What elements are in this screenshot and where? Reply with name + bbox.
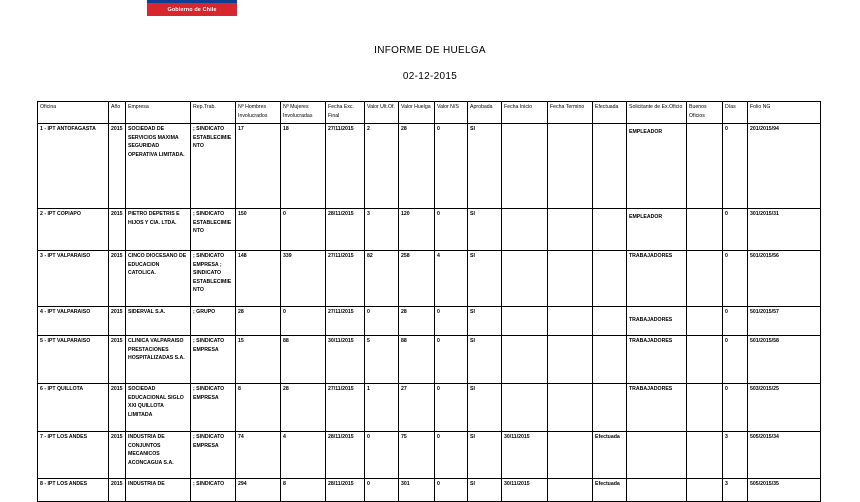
cell-oficina: 5 - IPT VALPARAISO (38, 336, 109, 384)
cell-empresa: CLINICA VALPARAISO PRESTACIONES HOSPITALIZADAS S.A. (126, 336, 191, 384)
cell-valor-ns: 0 (435, 336, 468, 384)
cell-buenos-oficios (687, 336, 723, 384)
cell-dias: 0 (723, 124, 748, 209)
table-row (38, 124, 821, 209)
cell-anio: 2015 (109, 479, 126, 502)
cell-folio: 501/2015/57 (748, 307, 821, 336)
cell-valor-ult: 0 (365, 479, 399, 502)
cell-fecha-termino (548, 432, 593, 479)
cell-buenos-oficios (687, 432, 723, 479)
cell-efectuada: Efectuada (593, 479, 627, 502)
cell-aprobada: SI (468, 432, 502, 479)
cell-folio: 505/2015/35 (748, 479, 821, 502)
cell-solicitante: TRABAJADORES (627, 251, 687, 307)
cell-oficina: 4 - IPT VALPARAISO (38, 307, 109, 336)
cell-empresa: INDUSTRIA DE CONJUNTOS MECANICOS ACONCAGUA S.A. (126, 432, 191, 479)
cell-dias: 3 (723, 479, 748, 502)
cell-valor-huelga: 258 (399, 251, 435, 307)
cell-anio: 2015 (109, 209, 126, 251)
cell-fecha-inicio: 30/11/2015 (502, 479, 548, 502)
table-row (38, 432, 821, 479)
cell-oficina: 6 - IPT QUILLOTA (38, 384, 109, 432)
column-header: Efectuada (593, 102, 627, 124)
cell-valor-huelga: 28 (399, 124, 435, 209)
logo-text: Gobierno de Chile (147, 3, 237, 16)
cell-fecha-inicio (502, 124, 548, 209)
cell-aprobada: SI (468, 209, 502, 251)
cell-efectuada (593, 209, 627, 251)
cell-efectuada (593, 336, 627, 384)
cell-hombres: 8 (236, 384, 281, 432)
cell-anio: 2015 (109, 251, 126, 307)
cell-aprobada: SI (468, 384, 502, 432)
cell-aprobada: SI (468, 251, 502, 307)
cell-mujeres: 8 (281, 479, 326, 502)
cell-valor-ult: 2 (365, 124, 399, 209)
cell-rep-trab: ; SINDICATO ESTABLECIMIENTO (191, 209, 236, 251)
cell-fecha-exc: 27/11/2015 (326, 251, 365, 307)
column-header: Buenos Oficios (687, 102, 723, 124)
cell-rep-trab: ; GRUPO (191, 307, 236, 336)
cell-folio: 501/2015/58 (748, 336, 821, 384)
cell-buenos-oficios (687, 251, 723, 307)
cell-efectuada: Efectuada (593, 432, 627, 479)
cell-hombres: 148 (236, 251, 281, 307)
cell-folio: 201/2015/94 (748, 124, 821, 209)
cell-aprobada: SI (468, 307, 502, 336)
cell-anio: 2015 (109, 432, 126, 479)
column-header: Nº Mujeres Involucradas (281, 102, 326, 124)
cell-efectuada (593, 251, 627, 307)
cell-valor-ns: 0 (435, 479, 468, 502)
cell-mujeres: 18 (281, 124, 326, 209)
cell-solicitante (627, 432, 687, 479)
cell-valor-huelga: 27 (399, 384, 435, 432)
cell-fecha-inicio (502, 209, 548, 251)
cell-buenos-oficios (687, 307, 723, 336)
cell-solicitante: EMPLEADOR (627, 124, 687, 209)
cell-fecha-termino (548, 307, 593, 336)
column-header: Empresa (126, 102, 191, 124)
cell-dias: 0 (723, 307, 748, 336)
cell-mujeres: 88 (281, 336, 326, 384)
cell-dias: 0 (723, 336, 748, 384)
table-row (38, 384, 821, 432)
table-row (38, 209, 821, 251)
cell-valor-ns: 0 (435, 307, 468, 336)
cell-empresa: SIDERVAL S.A. (126, 307, 191, 336)
cell-fecha-exc: 27/11/2015 (326, 124, 365, 209)
cell-solicitante: EMPLEADOR (627, 209, 687, 251)
cell-buenos-oficios (687, 384, 723, 432)
cell-valor-ns: 0 (435, 209, 468, 251)
cell-aprobada: SI (468, 124, 502, 209)
column-header: Días (723, 102, 748, 124)
column-header: Solicitante de Ex.Oficio (627, 102, 687, 124)
cell-mujeres: 0 (281, 209, 326, 251)
cell-hombres: 28 (236, 307, 281, 336)
cell-oficina: 7 - IPT LOS ANDES (38, 432, 109, 479)
cell-oficina: 3 - IPT VALPARAISO (38, 251, 109, 307)
cell-anio: 2015 (109, 384, 126, 432)
cell-rep-trab: ; SINDICATO (191, 479, 236, 502)
cell-hombres: 150 (236, 209, 281, 251)
cell-folio: 301/2015/31 (748, 209, 821, 251)
table-row (38, 479, 821, 502)
cell-folio: 505/2015/34 (748, 432, 821, 479)
cell-anio: 2015 (109, 307, 126, 336)
cell-valor-huelga: 120 (399, 209, 435, 251)
table-header-row (38, 102, 821, 124)
cell-folio: 501/2015/56 (748, 251, 821, 307)
cell-oficina: 1 - IPT ANTOFAGASTA (38, 124, 109, 209)
cell-solicitante (627, 479, 687, 502)
cell-fecha-termino (548, 124, 593, 209)
report-title: INFORME DE HUELGA (374, 45, 486, 56)
cell-fecha-termino (548, 251, 593, 307)
cell-fecha-termino (548, 384, 593, 432)
column-header: Aprobada (468, 102, 502, 124)
cell-rep-trab: ; SINDICATO EMPRESA (191, 336, 236, 384)
column-header: Fecha Inicio (502, 102, 548, 124)
cell-empresa: SOCIEDAD DE SERVICIOS MAXIMA SEGURIDAD OPERATIVA LIMITADA. (126, 124, 191, 209)
gobierno-logo (147, 0, 237, 16)
cell-valor-huelga: 88 (399, 336, 435, 384)
column-header: Año (109, 102, 126, 124)
cell-valor-ult: 0 (365, 307, 399, 336)
cell-rep-trab: ; SINDICATO EMPRESA (191, 384, 236, 432)
cell-valor-ns: 0 (435, 432, 468, 479)
cell-anio: 2015 (109, 336, 126, 384)
cell-fecha-termino (548, 336, 593, 384)
cell-fecha-exc: 27/11/2015 (326, 384, 365, 432)
cell-valor-ult: 82 (365, 251, 399, 307)
cell-solicitante: TRABAJADORES (627, 307, 687, 336)
cell-oficina: 2 - IPT COPIAPO (38, 209, 109, 251)
cell-empresa: PIETRO DEPETRIS E HIJOS Y CIA. LTDA. (126, 209, 191, 251)
cell-aprobada: SI (468, 479, 502, 502)
cell-fecha-exc: 28/11/2015 (326, 209, 365, 251)
cell-efectuada (593, 384, 627, 432)
cell-dias: 0 (723, 209, 748, 251)
cell-mujeres: 0 (281, 307, 326, 336)
cell-folio: 503/2015/25 (748, 384, 821, 432)
cell-valor-huelga: 301 (399, 479, 435, 502)
cell-valor-ult: 0 (365, 432, 399, 479)
strike-report-table (37, 101, 821, 502)
cell-buenos-oficios (687, 209, 723, 251)
cell-dias: 0 (723, 251, 748, 307)
cell-efectuada (593, 307, 627, 336)
cell-fecha-inicio (502, 336, 548, 384)
cell-dias: 3 (723, 432, 748, 479)
cell-valor-ns: 0 (435, 384, 468, 432)
column-header: Oficina (38, 102, 109, 124)
cell-rep-trab: ; SINDICATO ESTABLECIMIENTO (191, 124, 236, 209)
cell-mujeres: 28 (281, 384, 326, 432)
cell-buenos-oficios (687, 124, 723, 209)
column-header: Fecha Exc. Final (326, 102, 365, 124)
cell-empresa: INDUSTRIA DE (126, 479, 191, 502)
column-header: Fecha Termino (548, 102, 593, 124)
cell-fecha-termino (548, 209, 593, 251)
column-header: Nº Hombres Involucrados (236, 102, 281, 124)
cell-fecha-termino (548, 479, 593, 502)
cell-valor-ns: 4 (435, 251, 468, 307)
cell-fecha-inicio (502, 384, 548, 432)
column-header: Valor Ult.Of. (365, 102, 399, 124)
cell-solicitante: TRABAJADORES (627, 336, 687, 384)
cell-empresa: CINCO DIOCESANO DE EDUCACION CATOLICA. (126, 251, 191, 307)
column-header: Valor N/S (435, 102, 468, 124)
cell-hombres: 17 (236, 124, 281, 209)
cell-dias: 0 (723, 384, 748, 432)
cell-valor-ult: 5 (365, 336, 399, 384)
cell-fecha-inicio (502, 307, 548, 336)
cell-valor-ns: 0 (435, 124, 468, 209)
cell-efectuada (593, 124, 627, 209)
table-row (38, 307, 821, 336)
cell-fecha-exc: 28/11/2015 (326, 432, 365, 479)
cell-solicitante: TRABAJADORES (627, 384, 687, 432)
cell-hombres: 74 (236, 432, 281, 479)
cell-hombres: 294 (236, 479, 281, 502)
column-header: Valor Huelga (399, 102, 435, 124)
table-row (38, 251, 821, 307)
table-row (38, 336, 821, 384)
cell-aprobada: SI (468, 336, 502, 384)
cell-valor-ult: 1 (365, 384, 399, 432)
cell-fecha-exc: 27/11/2015 (326, 307, 365, 336)
cell-rep-trab: ; SINDICATO EMPRESA ; SINDICATO ESTABLECIMIENTO (191, 251, 236, 307)
cell-mujeres: 339 (281, 251, 326, 307)
column-header: Rep.Trab. (191, 102, 236, 124)
cell-fecha-exc: 30/11/2015 (326, 336, 365, 384)
cell-valor-huelga: 28 (399, 307, 435, 336)
cell-valor-huelga: 75 (399, 432, 435, 479)
cell-buenos-oficios (687, 479, 723, 502)
cell-empresa: SOCIEDAD EDUCACIONAL SIGLO XXI QUILLOTA LIMITADA (126, 384, 191, 432)
cell-oficina: 8 - IPT LOS ANDES (38, 479, 109, 502)
cell-valor-ult: 3 (365, 209, 399, 251)
cell-rep-trab: ; SINDICATO EMPRESA (191, 432, 236, 479)
cell-anio: 2015 (109, 124, 126, 209)
report-date: 02-12-2015 (402, 71, 458, 82)
cell-hombres: 15 (236, 336, 281, 384)
cell-fecha-inicio (502, 251, 548, 307)
cell-fecha-inicio: 30/11/2015 (502, 432, 548, 479)
cell-mujeres: 4 (281, 432, 326, 479)
cell-fecha-exc: 28/11/2015 (326, 479, 365, 502)
column-header: Folio NG (748, 102, 821, 124)
